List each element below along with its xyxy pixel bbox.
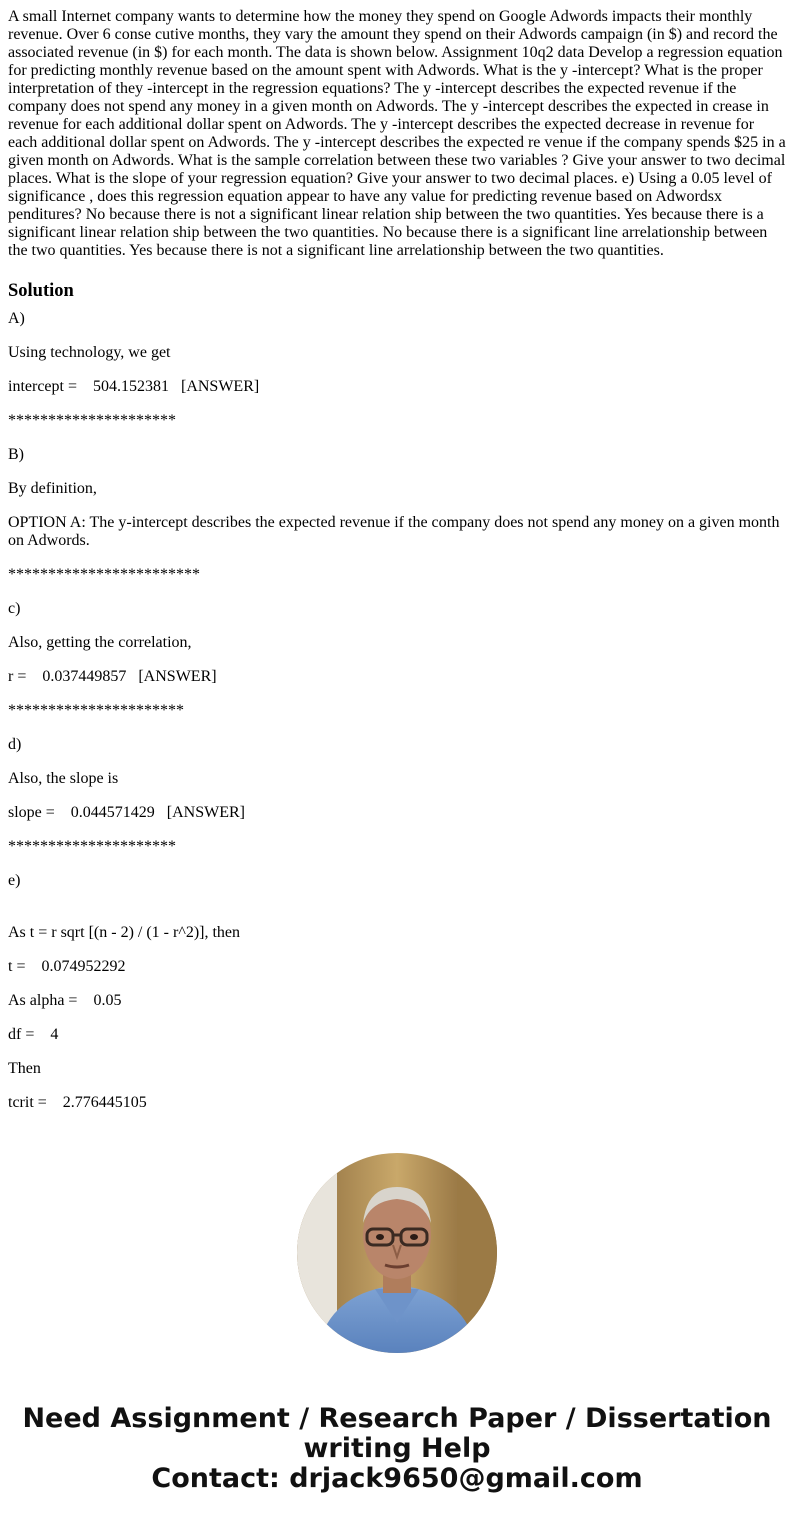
promo-banner (0, 1404, 794, 1494)
solution-line: e) (8, 872, 21, 889)
solution-body (8, 310, 786, 1116)
solution-line: A) (8, 310, 25, 327)
question-text: A small Internet company wants to determine how the money they spend on Google Adwords impacts their monthly revenue. Over 6 conse cutive months, they vary the amount they spend on their Adwords campaign (in $) and record the associated revenue (in $) for each month. The data is shown below. Assignment 10q2 data Develop a regression equation for predicting monthly revenue based on the amount spent with Adwords. What is the y -intercept? What is the proper interpretation of they -intercept in the regression equations? The y -intercept describes the expected revenue if the company does not spend any money in a given month on Adwords. The y -intercept describes the expected in crease in revenue for each additional dollar spent on Adwords. The y -intercept describes the expected decrease in revenue for each additional dollar spent on Adwords. The y -intercept describes the expected re venue if the company spends $25 in a given month on Adwords. What is the sample correlation between these two variables ? Give your answer to two decimal places. What is the slope of your regression equation? Give your answer to two decimal places. e) Using a 0.05 level of significance , does this regression equation appear to have any value for predicting revenue based on Adwordsx penditures? No because there is not a significant linear relation ship between the two quantities. Yes because there is a significant linear relation ship between the two quantities. No because there is a significant line arrelationship between the two quantities. Yes because there is not a significant line arrelationship between the two quantities. (8, 8, 786, 259)
solution-line: ********************* (8, 412, 176, 429)
tutor-portrait-image (297, 1153, 497, 1353)
solution-line: Also, getting the correlation, (8, 634, 192, 651)
solution-heading: Solution (8, 281, 74, 301)
solution-line: By definition, (8, 480, 97, 497)
promo-line-2: writing Help (303, 1433, 491, 1464)
solution-line: Then (8, 1060, 41, 1077)
promo-line-1: Need Assignment / Research Paper / Dissertation (22, 1403, 772, 1434)
solution-line: OPTION A: The y-intercept describes the expected revenue if the company does not spend any money on a given month on Adwords. (8, 514, 784, 549)
solution-line: ********************* (8, 838, 176, 855)
solution-line: Using technology, we get (8, 344, 171, 361)
solution-line: As alpha = 0.05 (8, 992, 122, 1009)
solution-line: slope = 0.044571429 [ANSWER] (8, 804, 246, 821)
solution-line: r = 0.037449857 [ANSWER] (8, 668, 217, 685)
solution-line: ********************** (8, 702, 184, 719)
solution-line: B) (8, 446, 24, 463)
solution-line: ************************ (8, 566, 200, 583)
solution-line: intercept = 504.152381 [ANSWER] (8, 378, 260, 395)
document-content (8, 8, 786, 1116)
solution-line: tcrit = 2.776445105 (8, 1094, 147, 1111)
solution-line: d) (8, 736, 22, 753)
solution-line: c) (8, 600, 21, 617)
tutor-avatar (297, 1153, 497, 1353)
solution-line: df = 4 (8, 1026, 59, 1043)
solution-line: As t = r sqrt [(n - 2) / (1 - r^2)], then (8, 924, 241, 941)
solution-line: t = 0.074952292 (8, 958, 126, 975)
promo-contact: Contact: drjack9650@gmail.com (151, 1463, 643, 1494)
solution-line: Also, the slope is (8, 770, 119, 787)
